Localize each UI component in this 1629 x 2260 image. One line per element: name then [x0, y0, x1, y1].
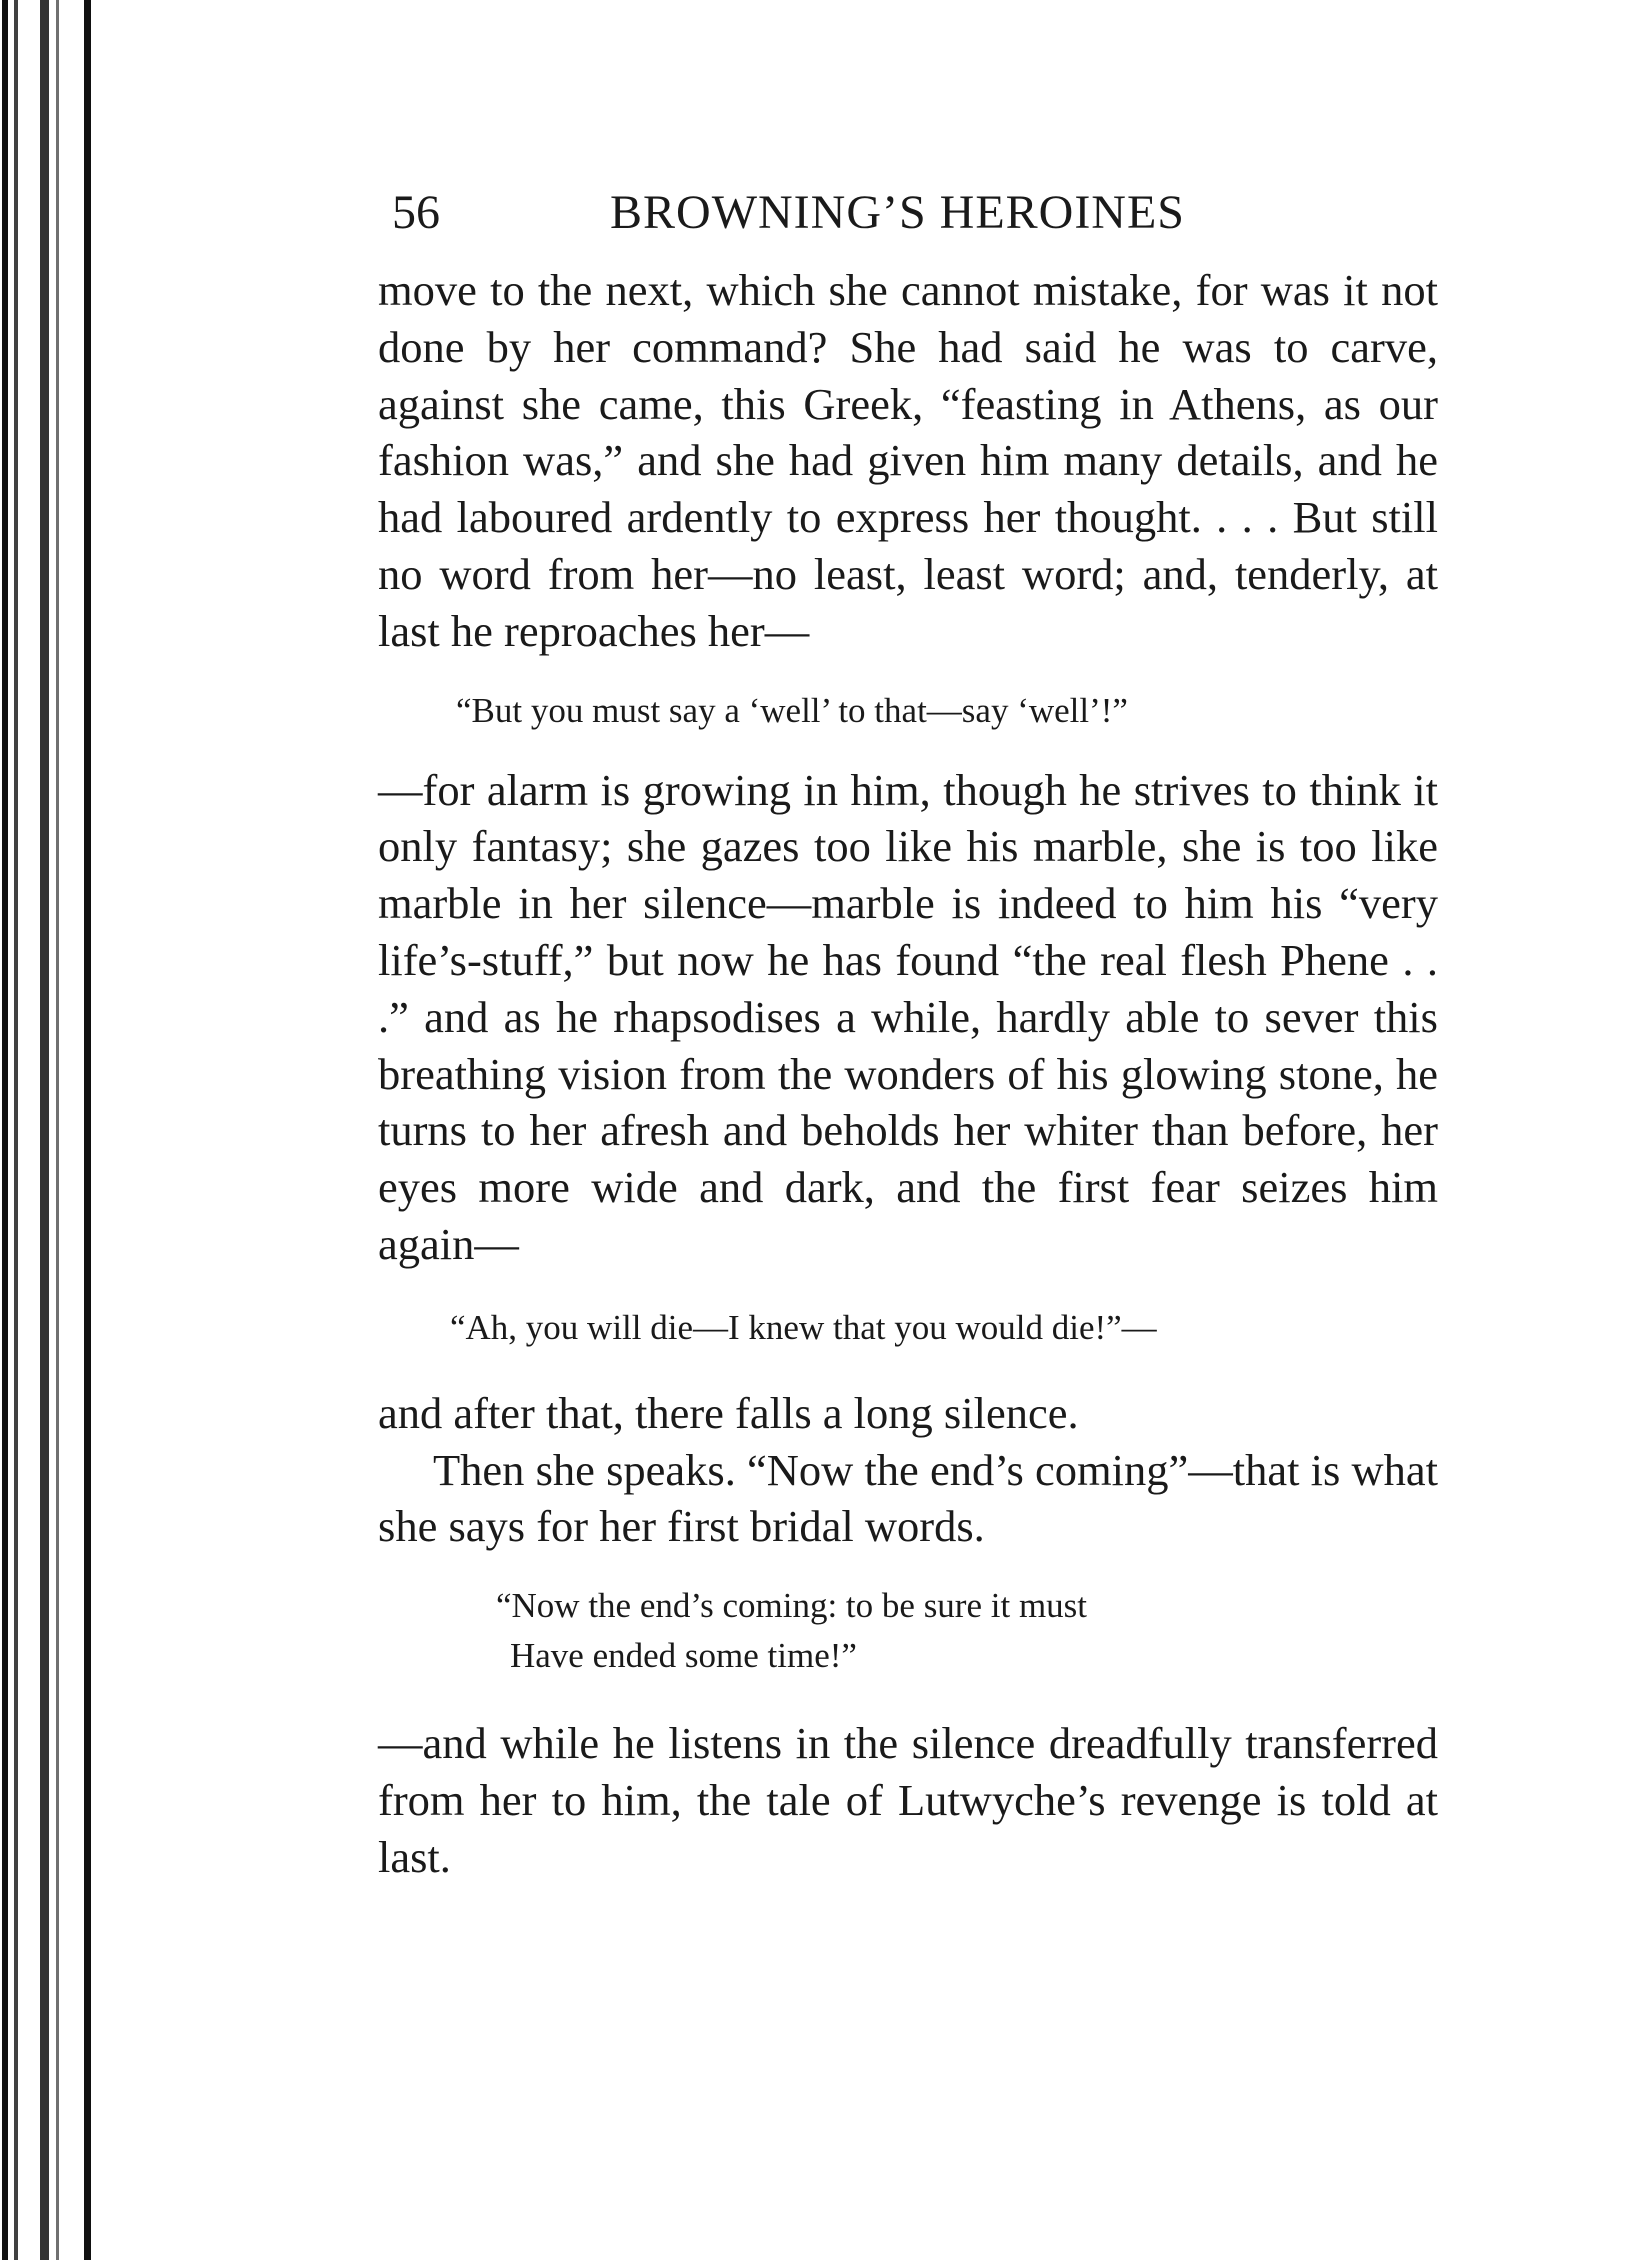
verse-quote	[378, 1303, 1438, 1353]
paragraph: Then she speaks. “Now the end’s coming”—that is what she says for her first bridal words.	[378, 1444, 1438, 1552]
gutter-line	[84, 0, 91, 2260]
body-text	[378, 262, 1438, 1886]
page-header	[392, 178, 1432, 248]
paragraph: and after that, there falls a long silence.	[378, 1387, 1079, 1438]
paragraph: —for alarm is growing in him, though he strives to think it only fantasy; she gazes too like his marble, she is too like marble in her silence—marble is indeed to him his “very life’s-stuff,” but now he has found “the real flesh Phene . . .” and as he rhapsodises a while, hardly able to sever this breathing vision from the wonders of his glowing stone, he turns to her afresh and beholds her whiter than before, her eyes more wide and dark, and the first fear seizes him again—	[378, 764, 1438, 1269]
quote-line: “Now the end’s coming: to be sure it must	[496, 1586, 1088, 1626]
paragraph: —and while he listens in the silence dreadfully transferred from her to him, the tale of Lutwyche’s revenge is told at last.	[378, 1718, 1438, 1882]
verse-quote	[378, 1581, 1438, 1681]
running-head: BROWNING’S HEROINES	[610, 186, 1185, 239]
paragraph: move to the next, which she cannot mistake, for was it not done by her command? She had said he was to carve, against she came, this Greek, “feasting in Athens, as our fashion was,” and she had given him many details, and he had laboured ardently to express her thought. . . . But still no word from her—no least, least word; and, tenderly, at last he reproaches her—	[378, 265, 1438, 656]
quote-line: “Ah, you will die—I knew that you would die!”—	[450, 1307, 1157, 1347]
gutter-line	[40, 0, 49, 2260]
binding-gutter	[0, 0, 95, 2260]
quote-line: Have ended some time!”	[510, 1636, 857, 1676]
page-number: 56	[392, 186, 440, 239]
quote-line: “But you must say a ‘well’ to that—say ‘well’!”	[456, 690, 1128, 730]
gutter-line	[2, 0, 8, 2260]
gutter-line	[14, 0, 18, 2260]
verse-quote	[378, 686, 1438, 736]
gutter-line	[56, 0, 59, 2260]
